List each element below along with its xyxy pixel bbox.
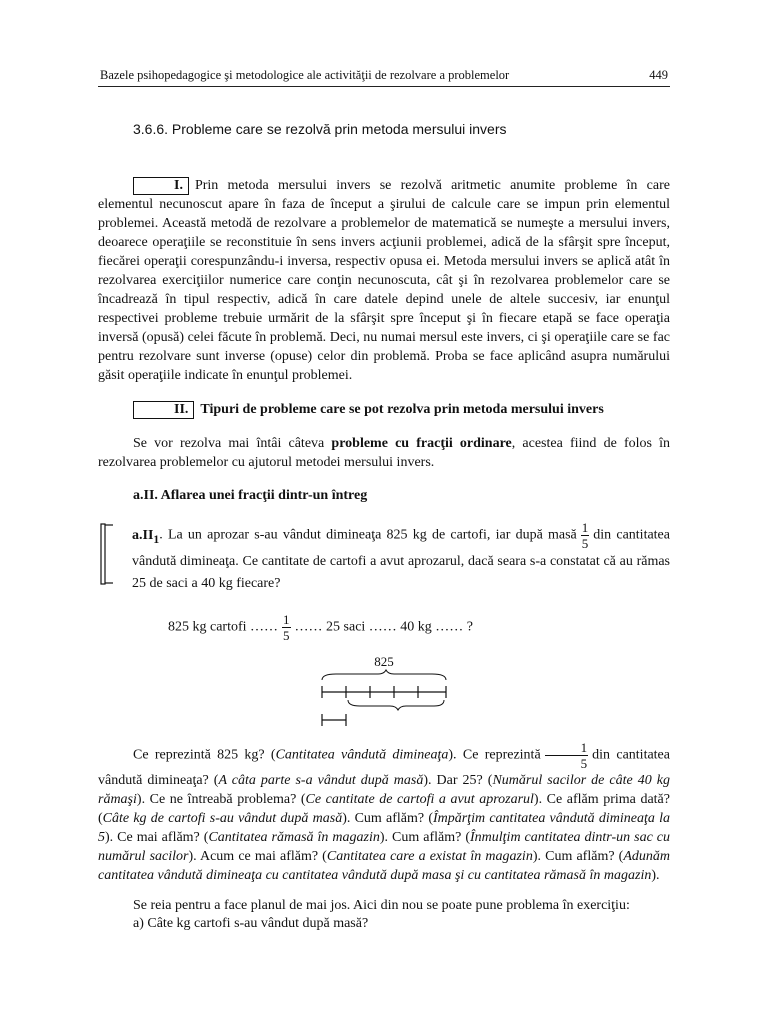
part2-label: II.: [133, 401, 194, 419]
qa-a9: Cantitatea care a existat în magazin: [326, 849, 533, 864]
qa-q5: ). Ce aflăm prima dată? (: [98, 792, 670, 826]
qa-a8: Înmulţim cantitatea dintr-un sac cu numărul sacilor: [98, 830, 670, 864]
problem-text-a: . La un aprozar s-au vândut dimineaţa 825 kg de cartofi, iar după masă: [159, 527, 577, 543]
qa-q7: ). Ce mai aflăm? (: [105, 830, 209, 845]
diagram-label: 825: [374, 654, 394, 669]
intro-text-a: Se vor rezolva mai întâi câteva: [133, 436, 332, 451]
problem-text-b: din cantitatea vândută dimineaţa. Ce cantitate de cartofi a avut aprozarul, dacă seara s-a constatat că au rămas 25 de saci a 40 kg fiecare?: [132, 527, 670, 591]
qa-a5: Câte kg de cartofi s-au vândut după masă: [102, 811, 343, 826]
qa-a2: A câta parte s-a vândut după masă: [218, 773, 424, 788]
section-title: 3.6.6. Probleme care se rezolvă prin metoda mersului invers: [133, 121, 507, 137]
qa-q11: ).: [651, 868, 660, 883]
part1-text: Prin metoda mersului invers se rezolvă aritmetic anumite probleme în care elementul necunoscut apare în faza de început a şirului de calcule care se impun prin elementul problemei. Această metodă de rezolvare a problemelor de matematică se numeşte a mersului invers, deoarece operaţiile se reconstituie în sens invers acţiunii problemei, adică de la sfârşit spre început, fiecărei operaţii corespunzându-i inversa, respectiv opusa ei. Metoda mersului invers se aplică atât în rezolvarea exerciţiilor numerice care conţin necunoscuta, cât şi în rezolvarea problemelor care se încadrează în tipul respectiv, adică în care datele depind unele de altele succesiv, iar enunţul respectivei probleme trebuie urmărit de la sfârşit spre început şi în fiecare etapă se face operaţia inversă (opusă) celei făcute în problemă. Deci, nu numai mersul este invers, ci şi operaţiile care se fac pentru rezolvare sunt inverse (opuse) celor din problemă. Proba se face aplicând asupra numărului găsit operaţiile indicate în enunţul problemei.: [98, 178, 670, 383]
closing-line1: Se reia pentru a face planul de mai jos. Aici din nou se poate pune problema în exerciţiu:: [133, 898, 630, 913]
part1-label: I.: [133, 177, 189, 195]
problem-label: a.II: [132, 527, 154, 543]
summary-text-a: 825 kg cartofi ……: [168, 619, 279, 635]
qa-a4: Ce cantitate de cartofi a avut aprozarul: [305, 792, 534, 807]
qa-q4: ). Ce ne întreabă problema? (: [136, 792, 306, 807]
qa-a7: Cantitatea rămasă în magazin: [208, 830, 380, 845]
problem-label-sub: 1: [153, 532, 160, 546]
intro-bold: probleme cu fracţii ordinare: [331, 436, 512, 451]
margin-bracket-icon: [100, 523, 114, 585]
qa-fraction: $\frac{1}{5}$: [545, 740, 589, 771]
closing-paragraph: [98, 897, 670, 933]
summary-fraction: $\frac{1}{5}$: [283, 612, 290, 643]
part1-paragraph: [98, 176, 670, 385]
qa-q10: ). Cum aflăm? (: [532, 849, 624, 864]
header-title: Bazele psihopedagogice şi metodologice ale activităţii de rezolvare a problemelor: [100, 68, 510, 82]
qa-q3: ). Dar 25? (: [423, 773, 493, 788]
subsection-heading: a.II. Aflarea unei fracţii dintr-un întreg: [133, 488, 368, 503]
problem-summary: [168, 612, 568, 643]
closing-line2: a) Câte kg cartofi s-au vândut după masă?: [133, 916, 369, 931]
part2-heading: Tipuri de probleme care se pot rezolva prin metoda mersului invers: [200, 402, 604, 417]
part2-heading-block: [98, 400, 670, 419]
subsection-heading-block: [98, 486, 670, 505]
part2-intro: [98, 434, 670, 472]
qa-paragraph: [98, 740, 670, 885]
intro-text-b: , acestea fiind de folos în rezolvarea problemelor cu ajutorul metodei mersului invers.: [98, 436, 670, 470]
qa-q8: ). Cum aflăm? (: [379, 830, 470, 845]
qa-q2: ). Ce reprezintă: [448, 747, 541, 763]
running-header: [98, 66, 670, 87]
qa-q6: ). Cum aflăm? (: [342, 811, 434, 826]
qa-q2b: din cantitatea vândută dimineaţa? (: [98, 747, 670, 788]
problem-statement: [132, 520, 670, 595]
qa-a3: Numărul sacilor de câte 40 kg rămaşi: [98, 773, 671, 807]
page-number: 449: [649, 68, 668, 82]
summary-text-b: …… 25 saci …… 40 kg …… ?: [294, 619, 474, 635]
segment-diagram: [316, 652, 456, 728]
qa-a1: Cantitatea vândută dimineaţa: [275, 747, 449, 763]
qa-a10: Adunăm cantitatea vândută dimineaţa cu cantitatea vândută după masa şi cu cantitatea rămasă în magazin: [98, 849, 670, 883]
fraction-one-fifth: $\frac{1}{5}$: [581, 520, 589, 551]
qa-a6: Împărţim cantitatea vândută dimineaţa la 5: [98, 811, 670, 845]
qa-q9: ). Acum ce mai aflăm? (: [188, 849, 327, 864]
qa-q1: Ce reprezintă 825 kg? (: [133, 747, 276, 763]
